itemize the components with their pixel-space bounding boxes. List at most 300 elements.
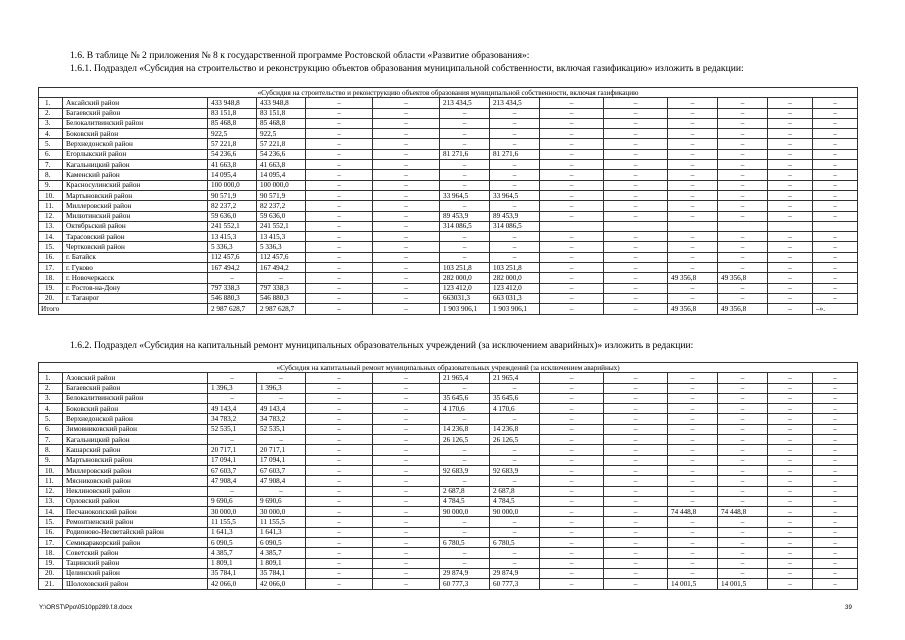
row-number: 5.	[39, 139, 63, 149]
amount-cell: –	[540, 579, 604, 589]
amount-cell: –	[718, 190, 768, 200]
amount-cell: 282 000,0	[440, 273, 490, 283]
row-number: 5.	[39, 414, 63, 424]
row-number: 7.	[39, 160, 63, 170]
amount-cell: –	[604, 129, 668, 139]
amount-cell: –	[604, 568, 668, 578]
amount-cell: –	[257, 435, 306, 445]
amount-cell: –	[604, 211, 668, 221]
amount-cell: –	[718, 180, 768, 190]
amount-cell: 4 385,7	[208, 548, 257, 558]
amount-cell: –	[813, 507, 858, 517]
amount-cell: 11 155,5	[208, 517, 257, 527]
table-row	[39, 538, 858, 548]
amount-cell: –	[768, 170, 813, 180]
amount-cell: 546 880,3	[208, 293, 257, 303]
district-name: Верхнедонской район	[63, 414, 208, 424]
amount-cell: –	[373, 424, 440, 434]
table-row	[39, 579, 858, 589]
amount-cell: –	[718, 445, 768, 455]
amount-cell: 54 236,6	[257, 149, 306, 159]
amount-cell: 42 066,0	[208, 579, 257, 589]
amount-cell: –	[718, 242, 768, 252]
row-number: 12.	[39, 211, 63, 221]
amount-cell: –	[604, 108, 668, 118]
amount-cell: –	[813, 160, 858, 170]
amount-cell: 47 908,4	[208, 476, 257, 486]
amount-cell	[718, 221, 768, 231]
district-name: Мясниковский район	[63, 476, 208, 486]
amount-cell: 433 948,8	[208, 98, 257, 108]
amount-cell: –	[306, 507, 373, 517]
amount-cell: –	[718, 108, 768, 118]
amount-cell: –	[490, 455, 540, 465]
amount-cell: 5 336,3	[208, 242, 257, 252]
amount-cell: –	[306, 160, 373, 170]
district-name: Кагальницкий район	[63, 435, 208, 445]
amount-cell: –	[604, 139, 668, 149]
amount-cell: –	[718, 232, 768, 242]
amount-cell: –	[604, 98, 668, 108]
amount-cell: –	[668, 393, 718, 403]
amount-cell: –	[490, 414, 540, 424]
amount-cell: –	[540, 465, 604, 475]
amount-cell: 14 236,8	[490, 424, 540, 434]
amount-cell: –	[373, 455, 440, 465]
amount-cell: –	[813, 232, 858, 242]
amount-cell: –	[306, 242, 373, 252]
amount-cell: –	[373, 404, 440, 414]
amount-cell: –	[604, 476, 668, 486]
amount-cell: –	[668, 190, 718, 200]
amount-cell: –	[540, 507, 604, 517]
row-number: 9.	[39, 455, 63, 465]
amount-cell: 1 641,3	[257, 527, 306, 537]
amount-cell: –	[668, 149, 718, 159]
amount-cell: –	[813, 414, 858, 424]
amount-cell: 14 236,8	[440, 424, 490, 434]
amount-cell: –	[373, 211, 440, 221]
amount-cell: 6 780,5	[440, 538, 490, 548]
amount-cell: –	[718, 424, 768, 434]
district-name: Боковский район	[63, 129, 208, 139]
amount-cell: –	[768, 139, 813, 149]
amount-cell: –	[490, 517, 540, 527]
amount-cell: –	[668, 538, 718, 548]
table-repair-subsidy	[38, 362, 858, 590]
table-row	[39, 517, 858, 527]
amount-cell: 35 784,1	[208, 568, 257, 578]
district-name: Чертковский район	[63, 242, 208, 252]
amount-cell: 6 090,5	[257, 538, 306, 548]
amount-cell: –	[306, 252, 373, 262]
amount-cell: –	[768, 180, 813, 190]
amount-cell: 54 236,6	[208, 149, 257, 159]
amount-cell: –	[208, 373, 257, 383]
amount-cell: 82 237,2	[208, 201, 257, 211]
amount-cell: –	[718, 486, 768, 496]
amount-cell: –	[718, 129, 768, 139]
table-row	[39, 221, 858, 231]
amount-cell: –	[668, 445, 718, 455]
row-number: 15.	[39, 517, 63, 527]
amount-cell: –	[306, 414, 373, 424]
amount-cell: 81 271,6	[440, 149, 490, 159]
amount-cell: 90 000,0	[440, 507, 490, 517]
amount-cell: –	[440, 160, 490, 170]
table-row	[39, 424, 858, 434]
amount-cell: –	[813, 273, 858, 283]
amount-cell: –	[373, 579, 440, 589]
amount-cell: –	[257, 393, 306, 403]
district-name: г. Батайск	[63, 252, 208, 262]
table-row	[39, 486, 858, 496]
amount-cell	[604, 221, 668, 231]
amount-cell: 29 874,9	[440, 568, 490, 578]
table-row	[39, 242, 858, 252]
amount-cell: –	[540, 548, 604, 558]
total-amount-cell: 49 356,8	[718, 304, 768, 314]
amount-cell: –	[440, 232, 490, 242]
amount-cell: –	[718, 527, 768, 537]
amount-cell: 29 874,9	[490, 568, 540, 578]
amount-cell: –	[604, 465, 668, 475]
row-number: 19.	[39, 283, 63, 293]
amount-cell: 92 683,9	[440, 465, 490, 475]
amount-cell: –	[373, 221, 440, 231]
amount-cell: –	[668, 211, 718, 221]
district-name: Багаевский район	[63, 108, 208, 118]
amount-cell: 49 356,8	[718, 273, 768, 283]
amount-cell: –	[813, 538, 858, 548]
row-number: 15.	[39, 242, 63, 252]
amount-cell: –	[813, 465, 858, 475]
amount-cell: –	[373, 190, 440, 200]
amount-cell: –	[440, 414, 490, 424]
amount-cell: –	[306, 476, 373, 486]
table-row	[39, 404, 858, 414]
amount-cell: 112 457,6	[208, 252, 257, 262]
amount-cell: –	[306, 201, 373, 211]
amount-cell: –	[768, 568, 813, 578]
row-number: 14.	[39, 507, 63, 517]
row-number: 12.	[39, 486, 63, 496]
amount-cell: –	[373, 373, 440, 383]
amount-cell: 546 880,3	[257, 293, 306, 303]
amount-cell: –	[373, 201, 440, 211]
amount-cell: –	[540, 293, 604, 303]
amount-cell: –	[604, 180, 668, 190]
table-row	[39, 118, 858, 128]
row-number: 4.	[39, 404, 63, 414]
amount-cell: –	[768, 383, 813, 393]
amount-cell: –	[440, 383, 490, 393]
table-row	[39, 476, 858, 486]
amount-cell: –	[373, 568, 440, 578]
amount-cell: –	[668, 118, 718, 128]
amount-cell: 14 001,5	[718, 579, 768, 589]
amount-cell: –	[306, 568, 373, 578]
row-number: 1.	[39, 98, 63, 108]
amount-cell: –	[718, 538, 768, 548]
amount-cell: –	[540, 160, 604, 170]
amount-cell: –	[604, 283, 668, 293]
amount-cell: –	[306, 190, 373, 200]
amount-cell: –	[768, 486, 813, 496]
amount-cell: –	[718, 293, 768, 303]
district-name: Белокалитвинский район	[63, 393, 208, 403]
amount-cell: 241 552,1	[208, 221, 257, 231]
amount-cell: –	[718, 558, 768, 568]
amount-cell: –	[668, 139, 718, 149]
amount-cell: –	[768, 129, 813, 139]
amount-cell: –	[306, 435, 373, 445]
row-number: 16.	[39, 252, 63, 262]
amount-cell: –	[490, 201, 540, 211]
amount-cell: –	[490, 252, 540, 262]
amount-cell: –	[604, 383, 668, 393]
amount-cell: 663 031,3	[490, 293, 540, 303]
amount-cell: –	[540, 129, 604, 139]
amount-cell: –	[604, 404, 668, 414]
amount-cell: –	[668, 201, 718, 211]
amount-cell: 89 453,9	[440, 211, 490, 221]
amount-cell: 26 126,5	[490, 435, 540, 445]
amount-cell: –	[813, 424, 858, 434]
amount-cell: 41 663,8	[208, 160, 257, 170]
amount-cell: 13 415,3	[208, 232, 257, 242]
amount-cell: –	[813, 211, 858, 221]
amount-cell: –	[604, 486, 668, 496]
amount-cell: 90 571,9	[257, 190, 306, 200]
district-name: Тарасовский район	[63, 232, 208, 242]
district-name: Миллеровский район	[63, 201, 208, 211]
table-row	[39, 435, 858, 445]
table-row	[39, 263, 858, 273]
amount-cell: –	[813, 486, 858, 496]
amount-cell: –	[306, 293, 373, 303]
amount-cell: 47 908,4	[257, 476, 306, 486]
amount-cell: –	[768, 558, 813, 568]
amount-cell: –	[768, 435, 813, 445]
total-label: Итого	[39, 304, 208, 314]
amount-cell: –	[540, 414, 604, 424]
amount-cell: –	[440, 548, 490, 558]
amount-cell: –	[604, 414, 668, 424]
amount-cell: –	[540, 190, 604, 200]
amount-cell: 74 448,8	[718, 507, 768, 517]
amount-cell: –	[490, 139, 540, 149]
total-amount-cell: –	[604, 304, 668, 314]
amount-cell: –	[668, 283, 718, 293]
row-number: 13.	[39, 496, 63, 506]
amount-cell: –	[604, 273, 668, 283]
row-number: 16.	[39, 527, 63, 537]
table-row	[39, 293, 858, 303]
amount-cell: –	[540, 476, 604, 486]
amount-cell: –	[718, 201, 768, 211]
amount-cell: –	[768, 455, 813, 465]
amount-cell: –	[373, 263, 440, 273]
amount-cell: –	[306, 445, 373, 455]
amount-cell: –	[208, 435, 257, 445]
row-number: 17.	[39, 263, 63, 273]
row-number: 6.	[39, 149, 63, 159]
amount-cell: 52 535,1	[257, 424, 306, 434]
amount-cell: –	[440, 455, 490, 465]
amount-cell: 20 717,1	[208, 445, 257, 455]
amount-cell: –	[813, 139, 858, 149]
amount-cell: –	[604, 548, 668, 558]
amount-cell: –	[540, 568, 604, 578]
amount-cell: 52 535,1	[208, 424, 257, 434]
amount-cell: –	[208, 486, 257, 496]
amount-cell: –	[813, 404, 858, 414]
amount-cell: –	[490, 558, 540, 568]
amount-cell: 112 457,6	[257, 252, 306, 262]
amount-cell: –	[373, 435, 440, 445]
district-name: Каменский район	[63, 170, 208, 180]
total-amount-cell: –	[540, 304, 604, 314]
amount-cell: 59 636,0	[257, 211, 306, 221]
amount-cell: –	[718, 414, 768, 424]
amount-cell: 100 000,0	[257, 180, 306, 190]
amount-cell: –	[604, 455, 668, 465]
amount-cell: –	[768, 118, 813, 128]
amount-cell: –	[668, 263, 718, 273]
amount-cell: –	[768, 507, 813, 517]
total-amount-cell: 2 987 628,7	[208, 304, 257, 314]
amount-cell: 35 645,6	[440, 393, 490, 403]
amount-cell: 14 095,4	[208, 170, 257, 180]
row-number: 21.	[39, 579, 63, 589]
table-section-header: «Субсидия на строительство и реконструкцию объектов образования муниципальной собственности, включая газификацию	[39, 88, 858, 98]
amount-cell: 6 780,5	[490, 538, 540, 548]
amount-cell: –	[813, 527, 858, 537]
amount-cell: 83 151,8	[257, 108, 306, 118]
amount-cell: –	[668, 465, 718, 475]
amount-cell: –	[668, 424, 718, 434]
amount-cell: –	[540, 232, 604, 242]
row-number: 1.	[39, 373, 63, 383]
amount-cell: –	[306, 424, 373, 434]
table-row	[39, 252, 858, 262]
table-row	[39, 201, 858, 211]
amount-cell: 1 641,3	[208, 527, 257, 537]
amount-cell: 41 663,8	[257, 160, 306, 170]
amount-cell: –	[440, 139, 490, 149]
amount-cell: –	[540, 98, 604, 108]
amount-cell: –	[718, 393, 768, 403]
table-row	[39, 180, 858, 190]
amount-cell: –	[718, 263, 768, 273]
amount-cell: –	[718, 455, 768, 465]
amount-cell: –	[718, 98, 768, 108]
amount-cell: –	[768, 232, 813, 242]
district-name: Ремонтненский район	[63, 517, 208, 527]
amount-cell: –	[373, 393, 440, 403]
amount-cell: –	[306, 129, 373, 139]
row-number: 17.	[39, 538, 63, 548]
amount-cell: 67 603,7	[208, 465, 257, 475]
amount-cell: –	[373, 465, 440, 475]
amount-cell: –	[718, 211, 768, 221]
total-row	[39, 304, 858, 314]
table-row	[39, 211, 858, 221]
amount-cell: –	[768, 538, 813, 548]
district-name: Целинский район	[63, 568, 208, 578]
amount-cell: –	[540, 404, 604, 414]
amount-cell: –	[490, 527, 540, 537]
amount-cell: 314 086,5	[440, 221, 490, 231]
district-name: Красносулинский район	[63, 180, 208, 190]
amount-cell	[768, 221, 813, 231]
heading-1-6: 1.6. В таблице № 2 приложения № 8 к государственной программе Ростовской области «Развитие образования»:	[70, 50, 530, 61]
amount-cell: 922,5	[208, 129, 257, 139]
amount-cell: –	[540, 263, 604, 273]
district-name: Песчанокопский район	[63, 507, 208, 517]
amount-cell: –	[718, 118, 768, 128]
amount-cell: –	[373, 129, 440, 139]
amount-cell: –	[306, 180, 373, 190]
district-name: Мартыновский район	[63, 455, 208, 465]
amount-cell: 34 783,2	[208, 414, 257, 424]
row-number: 6.	[39, 424, 63, 434]
amount-cell: –	[604, 263, 668, 273]
amount-cell: –	[813, 293, 858, 303]
amount-cell: 797 338,3	[208, 283, 257, 293]
amount-cell: –	[813, 373, 858, 383]
district-name: г. Ростов-на-Дону	[63, 283, 208, 293]
amount-cell: –	[718, 160, 768, 170]
amount-cell: –	[768, 273, 813, 283]
amount-cell: 49 143,4	[208, 404, 257, 414]
amount-cell: 4 784,5	[440, 496, 490, 506]
amount-cell: –	[306, 548, 373, 558]
amount-cell: –	[306, 383, 373, 393]
amount-cell: 2 687,8	[490, 486, 540, 496]
table-row	[39, 108, 858, 118]
amount-cell: –	[718, 139, 768, 149]
amount-cell: –	[768, 211, 813, 221]
table-row	[39, 139, 858, 149]
amount-cell: –	[813, 435, 858, 445]
amount-cell: –	[490, 476, 540, 486]
district-name: Егорлыкский район	[63, 149, 208, 159]
amount-cell: –	[813, 242, 858, 252]
amount-cell: 9 690,6	[257, 496, 306, 506]
amount-cell: –	[306, 404, 373, 414]
amount-cell: –	[440, 170, 490, 180]
amount-cell: –	[813, 283, 858, 293]
amount-cell: –	[540, 283, 604, 293]
total-amount-cell: –	[373, 304, 440, 314]
amount-cell: –	[718, 373, 768, 383]
table-row	[39, 98, 858, 108]
amount-cell: 922,5	[257, 129, 306, 139]
amount-cell: –	[604, 201, 668, 211]
amount-cell: –	[718, 404, 768, 414]
total-amount-cell: 1 903 906,1	[440, 304, 490, 314]
amount-cell: –	[813, 98, 858, 108]
amount-cell: –	[373, 98, 440, 108]
amount-cell: 17 094,1	[257, 455, 306, 465]
amount-cell: –	[813, 476, 858, 486]
heading-1-6-1: 1.6.1. Подраздел «Субсидия на строительство и реконструкцию объектов образования муниципальной собственности, включая газификацию» изложить в редакции:	[70, 63, 744, 74]
amount-cell: –	[718, 496, 768, 506]
amount-cell: –	[540, 201, 604, 211]
row-number: 14.	[39, 232, 63, 242]
